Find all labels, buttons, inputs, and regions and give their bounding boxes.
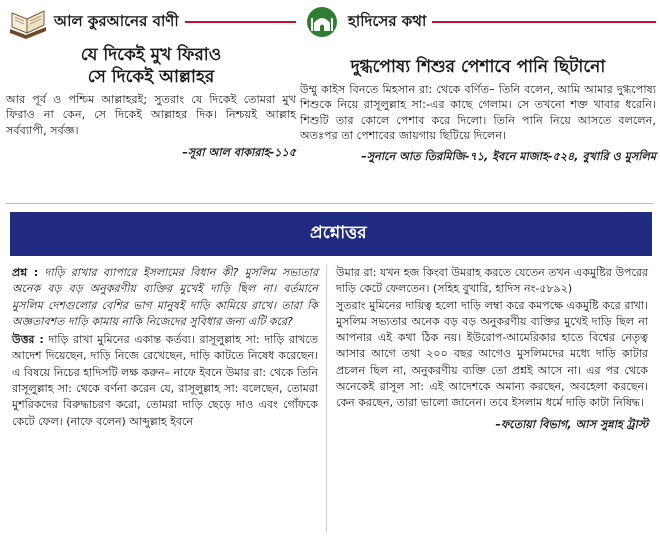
quran-source: –সূরা আল বাকারাহ-১১৫ [182, 146, 296, 160]
qa-question [12, 265, 318, 330]
hadith-section-title: হাদিসের কথা [348, 11, 427, 30]
hadith-section-header [300, 4, 656, 40]
qa-source: –ফতোয়া বিভাগ, আস সুন্নাহ ট্রাস্ট [495, 417, 648, 431]
answer-right-paragraph-1: উমার রা: যখন হজ কিংবা উমরাহ করতে যেতেন তখন একমুষ্টির উপরের দাড়ি কেটে ফেলতেন। (সহিহ বুখারি, হাদিস নং-৫৮৯২) [336, 266, 648, 296]
question-tag: প্রশ্ন : [12, 266, 39, 279]
section-divider [6, 203, 654, 204]
quran-headline-line2: সে দিকেই আল্লাহর [87, 67, 215, 87]
quran-section [6, 4, 296, 163]
answer-left-text: দাড়ি রাখা মুমিনের একান্ত কর্তব্য। রাসূলুল্লাহ সা: দাড়ি রাখতে আদেশ দিয়েছেন, দাড়ি নিজে রেখেছেন, দাড়ি কাটতে নিষেধ করেছেন। এ বিষয়ে নিচের হাদিসটি লক্ষ করুন– নাফে ইবনে উমার রা: থেকে তিনি রাসূলুল্লাহ সা: থেকে বর্ণনা করেন যে, রাসূলুল্লাহ সা: বলেছেন, তোমরা মুশরিকদের বিরুদ্ধাচরণ করো, তোমরা দাড়ি ছেড়ে দাও এবং গোঁফকে কেটে ফেল। (নাফে বলেন) আব্দুল্লাহ ইবনে [12, 333, 319, 428]
qa-answer-left [12, 332, 318, 430]
quran-title-rule [185, 21, 296, 23]
question-text: দাড়ি রাখার ব্যাপারে ইসলামের বিধান কী? মুসলিম সভ্যতার অনেক বড় বড় অনুকরণীয় ব্যক্তির মুখেই দাড়ি ছিল না। বর্তমানে মুসলিম দেশগুলোর বেশির ভাগ মানুষই দাড়ি কামিয়ে রাখে। তারা কি অজ্ঞতাবশত দাড়ি কামায় নাকি নিজেদের সুবিধার জন্য এটি করে? [12, 266, 318, 328]
quran-body: আর পূর্ব ও পশ্চিম আল্লাহরই; সুতরাং যে দিকেই তোমরা মুখ ফিরাও না কেন, সে দিকেই আল্লাহর দিক। নিশ্চয়ই আল্লাহ সর্বব্যাপী, সর্বজ্ঞ। [6, 93, 296, 137]
quran-headline [6, 44, 296, 88]
column-separator [326, 265, 327, 533]
hadith-title-rule [432, 21, 656, 23]
qa-banner-title: প্রশ্নোত্তর [310, 223, 367, 243]
qa-left-column [12, 265, 318, 430]
qa-banner [10, 212, 652, 256]
hadith-section [300, 4, 656, 167]
quran-section-header [6, 4, 296, 40]
qa-right-column [336, 265, 648, 435]
answer-right-paragraph-2: সুতরাং মুমিনের দায়িত্ব হলো দাড়ি লম্বা করে কমপক্ষে একমুষ্টি করে রাখা। মুসলিম সভ্যতার অনেক বড় বড় অনুকরণীয় ব্যক্তির মুখেই দাড়ি ছিল না আপনার এই কথা ঠিক নয়। ইউরোপ-আমেরিকার হাতে বিশ্বের নেতৃত্ব আসার আগে তথা ২০০ বছর আগেও মুসলিমদের মধ্যে দাড়ি কাটার প্রচলন ছিল না, অনুকরণীয় ব্যক্তি তো প্রশ্নই আসে না। এর পর থেকে অনেকেই রাসূল সা: এই আদেশকে অমান্য করছেন, অবহেলা করছেন। কেন করছেন, তারা ভালো জানেন। তবে ইসলাম ধর্মে দাড়ি কাটা নিষিদ্ধ। [336, 298, 648, 410]
hadith-headline: দুগ্ধপোষ্য শিশুর পেশাবে পানি ছিটানো [350, 57, 606, 77]
hadith-source: –সুনানে আত তিরমিজি-৭১, ইবনে মাজাহ-৫২৪, বুখারি ও মুসলিম [361, 149, 656, 163]
answer-tag: উত্তর : [12, 333, 44, 347]
quran-section-title: আল কুরআনের বাণী [54, 11, 179, 30]
mosque-icon [300, 5, 344, 39]
quran-headline-line1: যে দিকেই মুখ ফিরাও [80, 45, 222, 65]
hadith-body: উম্মু কাইস বিনতে মিহসান রা: থেকে বর্ণিত– তিনি বলেন, আমি আমার দুগ্ধপোষ্য শিশুকে নিয়ে রাসূলুল্লাহ সা:-এর কাছে গেলাম। সে তখনো শক্ত খাবার ধরেনি। শিশুটি তার কোলে পেশাব করে দিলো। তিনি পানি নিয়ে আসতে বললেন, অতঃপর তা পেশাবের জায়গায় ছিটিয়ে দিলেন। [300, 83, 656, 143]
quran-book-icon [6, 5, 50, 39]
